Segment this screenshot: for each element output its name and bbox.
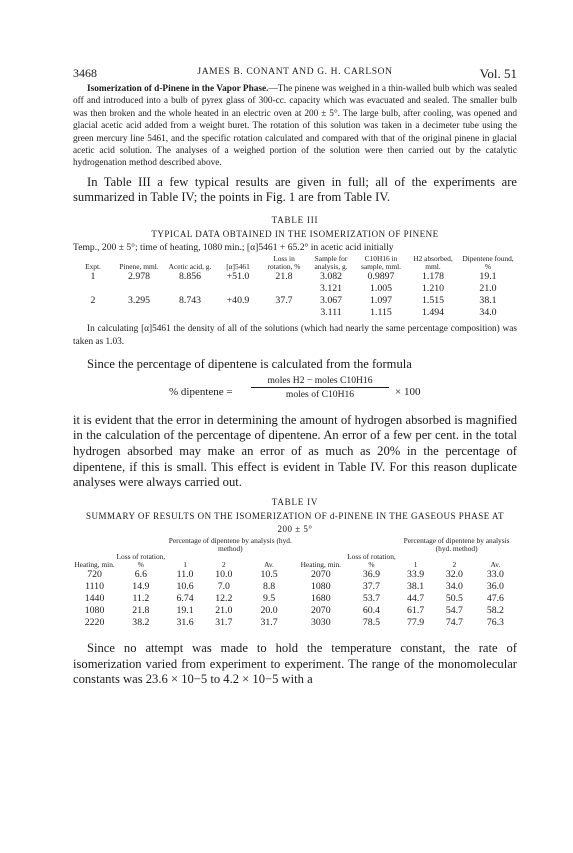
table-cell: 1.005 [369, 283, 393, 295]
table3-header: H2 absorbed, mml. [413, 254, 453, 272]
table-row [73, 617, 517, 629]
table-cell: 1.515 [421, 295, 445, 307]
table-cell: 54.7 [445, 605, 463, 617]
table-cell: 44.7 [407, 592, 425, 604]
formula-numerator: moles H2 − moles C10H16 [251, 375, 389, 388]
table4-group-header: Percentage of dipentene by analysis (hyd. method) [168, 535, 292, 553]
table-cell [165, 307, 215, 319]
table-cell: 6.6 [134, 568, 147, 580]
page-header [73, 66, 517, 82]
table-cell [113, 307, 165, 319]
table-cell: 7.0 [217, 580, 230, 592]
table-cell: 78.5 [362, 617, 381, 629]
table4-header: 1 [183, 559, 187, 569]
table-cell: 58.2 [486, 605, 504, 617]
table-row [73, 605, 517, 617]
table-cell: 47.6 [486, 592, 504, 604]
page-number: 3468 [73, 66, 97, 80]
table-cell: 3.111 [320, 307, 342, 319]
table-cell: 33.0 [486, 568, 504, 580]
table-cell: 3.121 [319, 283, 343, 295]
table4-header: Heating, min. [74, 559, 115, 569]
experimental-paragraph [73, 83, 517, 170]
table-cell: 21.8 [275, 271, 293, 283]
table-cell: 19.1 [176, 605, 194, 617]
table-cell: 9.5 [262, 592, 276, 604]
intro-paragraph: In Table III a few typical results are given in full; all of the experiments are summarized in Table IV; the points in Fig. 1 are from Table IV. [73, 174, 517, 205]
table-cell: 10.0 [215, 568, 233, 580]
table-cell: +51.0 [226, 271, 250, 283]
formula-intro: Since the percentage of dipentene is calculated from the formula [87, 357, 412, 372]
table-cell: 76.3 [486, 617, 504, 629]
table3-label: TABLE III [271, 215, 319, 226]
running-head: JAMES B. CONANT AND G. H. CARLSON [197, 67, 393, 77]
table3-header: Dipentene found, % [462, 254, 514, 272]
table4-title: SUMMARY OF RESULTS ON THE ISOMERIZATION OF d-PINENE IN THE GASEOUS PHASE AT [85, 510, 505, 521]
table-cell: 8.8 [262, 580, 276, 592]
table-cell: 1.494 [421, 307, 445, 319]
table-cell: 11.0 [176, 568, 194, 580]
table3-conditions: Temp., 200 ± 5°; time of heating, 1080 min.; [α]5461 + 65.2° in acetic acid initially [73, 242, 394, 254]
table-cell: 3030 [311, 617, 331, 629]
table-cell: 1680 [311, 592, 331, 604]
table-cell: 37.7 [362, 580, 381, 592]
table-cell: 0.9897 [367, 271, 395, 283]
table-cell: 1440 [84, 592, 105, 604]
table-cell: 14.9 [132, 580, 150, 592]
table-cell: 10.6 [176, 580, 194, 592]
table3 [73, 255, 517, 319]
table-cell [113, 283, 165, 295]
table4-header: Loss of rotation, % [116, 551, 166, 569]
table-cell: 31.7 [215, 617, 233, 629]
table-cell [73, 307, 113, 319]
table-cell [215, 307, 261, 319]
table-cell: 33.9 [407, 568, 425, 580]
dipentene-formula [73, 375, 517, 409]
table-cell: 1.115 [370, 307, 392, 319]
table4 [73, 537, 517, 629]
table-cell: 3.067 [319, 295, 343, 307]
table-cell [73, 283, 113, 295]
table-cell [261, 283, 307, 295]
table-cell: 1110 [85, 580, 104, 592]
table-cell: 20.0 [260, 605, 278, 617]
table-row [73, 307, 517, 319]
table-cell [261, 307, 307, 319]
table-cell: 2070 [311, 568, 331, 580]
table4-title-cont: 200 ± 5° [277, 523, 313, 534]
table4-label: TABLE IV [271, 496, 319, 507]
table3-header: Loss in rotation, % [267, 254, 301, 272]
table-row [73, 271, 517, 283]
table3-header: Sample for analysis, g. [314, 254, 348, 272]
table-cell: 38.1 [407, 580, 425, 592]
table-row [73, 283, 517, 295]
table-row [73, 581, 517, 593]
table4-header: Loss of rotation, % [347, 551, 396, 569]
table-cell: 21.8 [132, 605, 150, 617]
table-cell [165, 283, 215, 295]
table-cell: 3.082 [319, 271, 343, 283]
table3-note: In calculating [α]5461 the density of all of the solutions (which had nearly the same percentage composition) was taken as 1.03. [73, 324, 517, 347]
table-cell: 3.295 [127, 295, 151, 307]
table-cell: 1.178 [421, 271, 445, 283]
table4-group-header: Percentage of dipentene by analysis (hyd. method) [403, 535, 510, 553]
table3-header-row [73, 255, 517, 271]
table4-header: 2 [221, 559, 226, 569]
table-cell: 19.1 [479, 271, 497, 283]
paragraph-title: Isomerization of d-Pinene in the Vapor Phase. [87, 84, 269, 94]
table-cell: 34.0 [445, 580, 463, 592]
table3-header: Acetic acid, g. [168, 262, 212, 272]
formula-denominator: moles of C10H16 [285, 388, 355, 400]
table3-header: [α]5461 [226, 262, 250, 272]
table-cell: 1.097 [369, 295, 393, 307]
table-cell: 36.0 [486, 580, 504, 592]
table-cell: 32.0 [445, 568, 463, 580]
table4-group-row [73, 537, 517, 553]
table-cell: 37.7 [275, 295, 293, 307]
table4-header: Av. [264, 559, 274, 569]
table-cell: 50.5 [445, 592, 463, 604]
formula-lhs: % dipentene = [169, 385, 233, 398]
table-cell: 31.6 [176, 617, 194, 629]
table-cell: 720 [87, 568, 102, 580]
table-cell: 2070 [311, 605, 331, 617]
table-cell [215, 283, 261, 295]
table-cell: 31.7 [260, 617, 278, 629]
table-row [73, 569, 517, 581]
table4-header-row [73, 553, 517, 569]
table-row [73, 295, 517, 307]
table-cell: 10.5 [260, 568, 278, 580]
table-cell: 8.856 [178, 271, 202, 283]
table-cell: 2220 [84, 617, 105, 629]
table3-header: Pinene, mml. [119, 262, 159, 272]
table-cell: 61.7 [407, 605, 425, 617]
table-cell: 38.2 [132, 617, 150, 629]
table4-header: 1 [413, 559, 418, 569]
table-cell: 21.0 [215, 605, 233, 617]
table-cell: 77.9 [407, 617, 425, 629]
error-paragraph: it is evident that the error in determining the amount of hydrogen absorbed is magnified in the calculation of the percentage of dipentene. An error of a few per cent. in the total hydrogen absorbed may make an error of as much as 20% in the percentage of dipentene, if this is small. This effect is evident in Table IV. For this reason duplicate analyses were always carried out. [73, 412, 517, 490]
table3-header: C10H16 in sample, mml. [360, 254, 402, 272]
formula-fraction [251, 375, 389, 400]
formula-rhs: × 100 [395, 385, 421, 398]
page-body [73, 83, 517, 688]
table-cell: 21.0 [479, 283, 497, 295]
table-cell: 11.2 [132, 592, 150, 604]
table-cell: 60.4 [362, 605, 381, 617]
table-cell: 1 [90, 271, 96, 283]
table-cell: 8.743 [178, 295, 202, 307]
table3-header: Expt. [85, 262, 101, 272]
table-cell: +40.9 [226, 295, 250, 307]
table-cell: 6.74 [176, 592, 194, 604]
table4-header: Av. [490, 559, 501, 569]
table-row [73, 593, 517, 605]
paragraph-text: —The pinene was weighed in a thin-walled bulb which was sealed off and introduced into a bulb of pyrex glass of 300-cc. capacity which was evacuated and sealed. The smaller bulb was then broken and the whole heated in an electric oven at 200 ± 5°. The large bulb, after cooling, was opened and glacial acetic acid added from a weight buret. The rotation of this solution was taken in a decimeter tube using the green mercury line 5461, and the specific rotation calculated and compared with that of the original pinene in glacial acetic acid solution. The analyses of a weighed portion of the solution were then carried out by the catalytic hydrogenation method described above. [73, 84, 517, 169]
table4-header: Heating, min. [300, 559, 342, 569]
table4-header: 2 [452, 559, 457, 569]
table-cell: 1080 [311, 580, 331, 592]
table3-title: TYPICAL DATA OBTAINED IN THE ISOMERIZATION OF PINENE [151, 229, 439, 240]
table-cell: 2.978 [127, 271, 151, 283]
volume-label: Vol. 51 [479, 66, 517, 81]
table-cell: 74.7 [445, 617, 463, 629]
closing-paragraph: Since no attempt was made to hold the temperature constant, the rate of isomerization varied from experiment to experiment. The range of the monomolecular constants was 23.6 × 10−5 to 4.2 × 10−5 with a [73, 641, 517, 687]
table-cell: 2 [90, 295, 96, 307]
table-cell: 38.1 [479, 295, 497, 307]
table-cell: 12.2 [215, 592, 233, 604]
table-cell: 1080 [84, 605, 105, 617]
table-cell: 1.210 [421, 283, 445, 295]
table-cell: 34.0 [479, 307, 497, 319]
table-cell: 36.9 [362, 568, 381, 580]
table-cell: 53.7 [362, 592, 381, 604]
